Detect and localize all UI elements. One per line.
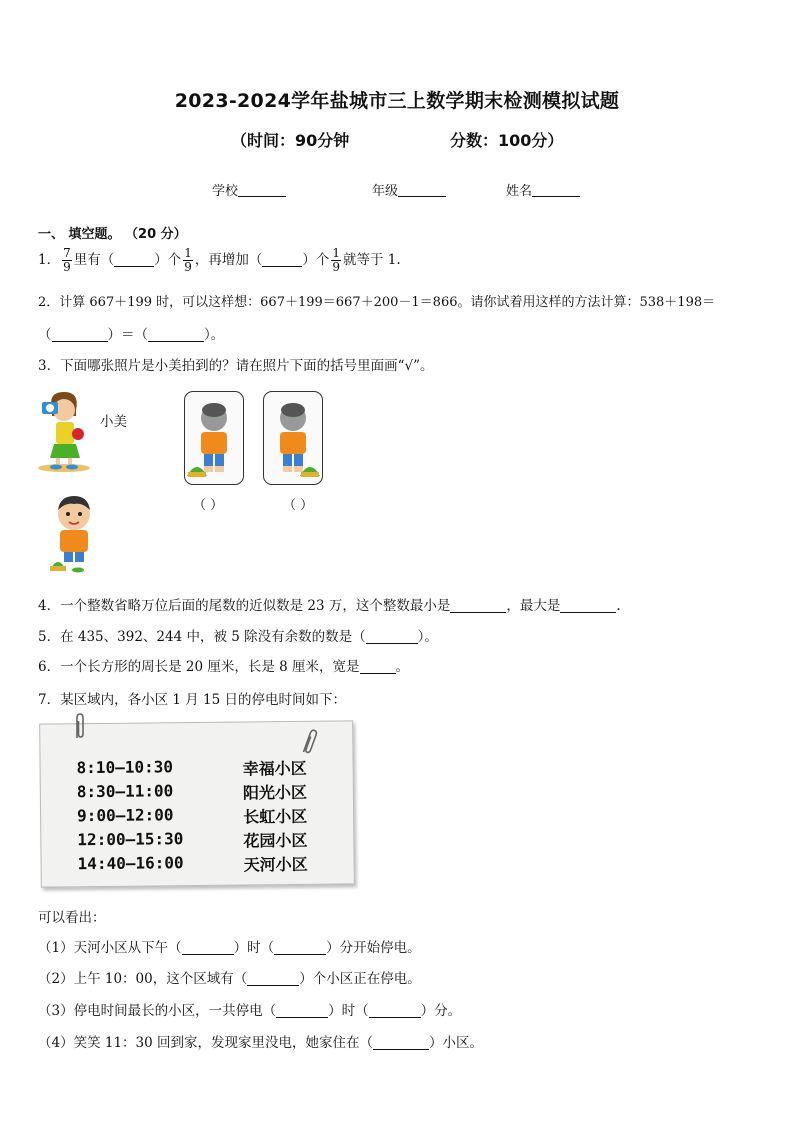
grade-blank[interactable] xyxy=(398,183,446,197)
question-7-1: （1）天河小区从下午（ ）时（ ）分开始停电。 xyxy=(38,940,421,956)
q5-blank[interactable] xyxy=(366,629,418,644)
photo-1-answer[interactable]: （ ） xyxy=(193,498,224,513)
score-label: 分数：100分） xyxy=(450,131,564,150)
schedule-row-2: 8:30—11:00 xyxy=(76,781,174,802)
boy-front-view-illustration xyxy=(46,492,102,574)
schedule-row-3: 9:00—12:00 xyxy=(77,805,174,826)
schedule-area-4: 花园小区 xyxy=(243,830,308,851)
q7-4-blank[interactable] xyxy=(373,1035,429,1050)
fraction-1-9-a: $\frac{1}{9}$ xyxy=(184,246,192,274)
name-blank[interactable] xyxy=(532,183,580,197)
q7-2-blank[interactable] xyxy=(247,971,299,986)
observation-heading: 可以看出： xyxy=(38,910,106,926)
fraction-7-9: $\frac{7}{9}$ xyxy=(63,246,71,274)
q2-blank-2[interactable] xyxy=(148,327,204,342)
paperclip-icon xyxy=(302,728,320,758)
q1-blank-1[interactable] xyxy=(114,252,154,267)
fraction-1-9-b: $\frac{1}{9}$ xyxy=(332,246,341,274)
schedule-row-4: 12:00—15:30 xyxy=(77,829,184,850)
photo-2-answer[interactable]: （ ） xyxy=(283,498,314,513)
question-3: 3．下面哪张照片是小美拍到的？请在照片下面的括号里面画“√”。 xyxy=(38,358,434,374)
section-1-heading: 一、 填空题。 （20 分） xyxy=(38,227,187,242)
school-field: 学校 xyxy=(212,180,286,199)
girl-label: 小美 xyxy=(100,414,127,430)
question-7-4: （4）笑笑 11：30 回到家，发现家里没电，她家住在（ ）小区。 xyxy=(38,1035,484,1051)
q7-1-blank-minute[interactable] xyxy=(274,940,326,955)
schedule-row-1: 8:10—10:30 xyxy=(76,757,174,778)
q4-blank-min[interactable] xyxy=(450,598,506,613)
q7-3-blank-hour[interactable] xyxy=(276,1003,328,1018)
girl-with-camera-illustration xyxy=(36,388,92,474)
question-5: 5．在 435、392、244 中，被 5 除没有余数的数是（ ）。 xyxy=(38,629,438,645)
name-field: 姓名 xyxy=(506,180,580,199)
paperclip-icon xyxy=(72,712,88,742)
schedule-row-5: 14:40—16:00 xyxy=(77,853,184,874)
q6-blank[interactable] xyxy=(360,659,396,674)
schedule-area-5: 天河小区 xyxy=(243,854,308,875)
exam-title: 2023-2024学年盐城市三上数学期末检测模拟试题 xyxy=(174,90,620,112)
q7-1-blank-hour[interactable] xyxy=(182,940,234,955)
question-2-line-1: 2．计算 667＋199 时，可以这样想：667＋199＝667＋200－1＝866。请你试着用这样的方法计算：538＋198＝ xyxy=(38,295,716,310)
q2-blank-1[interactable] xyxy=(52,327,108,342)
question-2-line-2: （ ）＝（ ）。 xyxy=(38,327,225,343)
schedule-area-3: 长虹小区 xyxy=(243,806,308,827)
school-blank[interactable] xyxy=(238,183,286,197)
photo-option-1[interactable] xyxy=(184,391,244,485)
q1-blank-2[interactable] xyxy=(262,252,302,267)
q7-3-blank-minute[interactable] xyxy=(369,1003,421,1018)
boy-back-view-icon xyxy=(185,392,243,484)
grade-field: 年级 xyxy=(372,180,446,199)
photo-option-2[interactable] xyxy=(263,391,323,485)
schedule-area-1: 幸福小区 xyxy=(242,758,307,779)
question-7-2: （2）上午 10：00，这个区域有（ ）个小区正在停电。 xyxy=(38,971,421,987)
boy-back-view-icon xyxy=(264,392,322,484)
question-6: 6．一个长方形的周长是 20 厘米，长是 8 厘米，宽是 。 xyxy=(38,659,410,675)
question-1: 1． $\frac{7}{9}$ 里有（ ）个 $\frac{1}{9}$ ，再增加（ ）个 $\frac{1}{9}$ 就等于 1. xyxy=(38,246,401,274)
question-7-3: （3）停电时间最长的小区，一共停电（ ）时（ ）分。 xyxy=(38,1003,462,1019)
time-label: （时间：90分钟 xyxy=(231,131,350,150)
schedule-area-2: 阳光小区 xyxy=(242,782,307,803)
question-7: 7．某区域内，各小区 1 月 15 日的停电时间如下： xyxy=(38,692,347,708)
q4-blank-max[interactable] xyxy=(560,598,616,613)
question-4: 4．一个整数省略万位后面的尾数的近似数是 23 万，这个整数最小是 ，最大是 . xyxy=(38,598,621,614)
